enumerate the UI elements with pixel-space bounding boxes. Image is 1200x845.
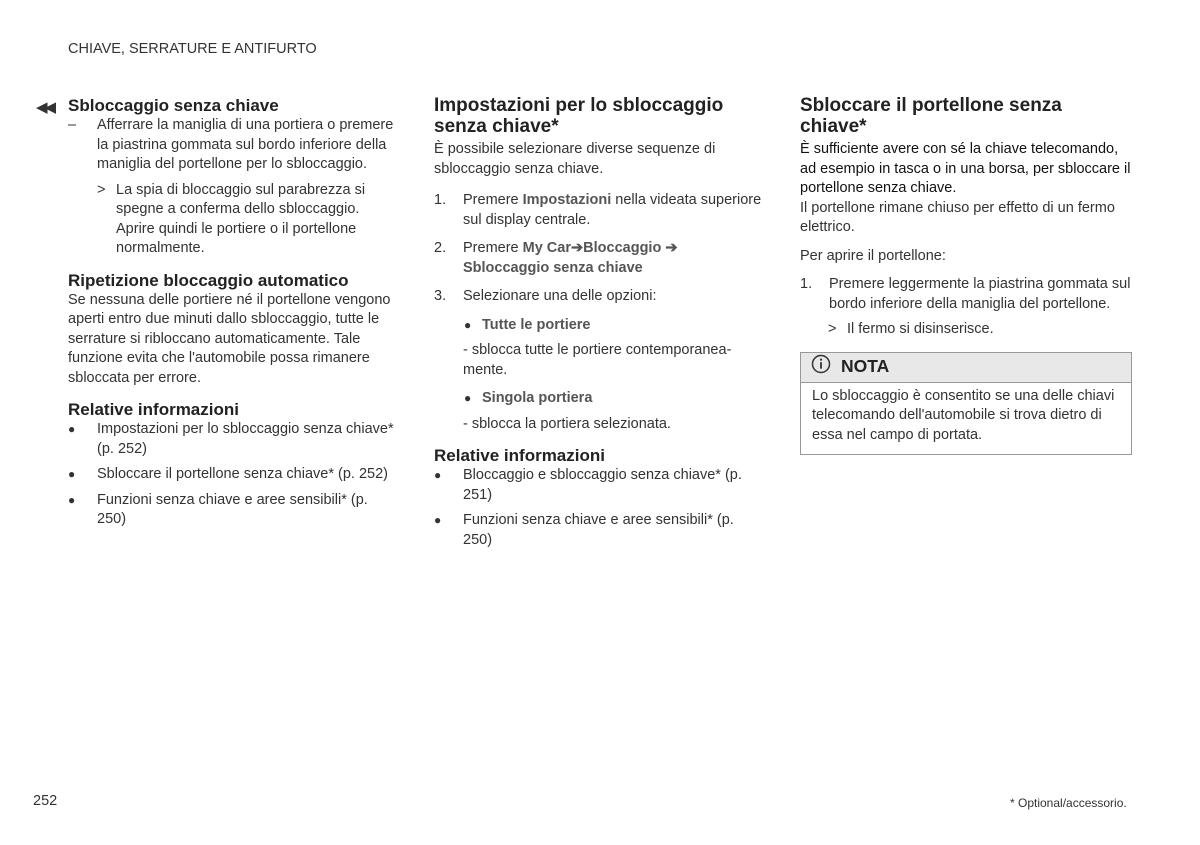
menu-locking: Bloccaggio [583, 240, 662, 256]
menu-settings: Impostazioni [522, 192, 612, 208]
tailgate-text: Il portellone rimane chiuso per effetto di un fermo elettrico. [800, 199, 1115, 235]
section-header: CHIAVE, SERRATURE E ANTIFURTO [68, 41, 317, 57]
menu-keyless-unlocking: Sbloccaggio senza chiave [463, 259, 643, 276]
bullet-icon: ● [68, 492, 76, 507]
menu-my-car: My Car [522, 240, 571, 256]
heading-related-info: Relative informazioni [68, 400, 239, 419]
related-link[interactable]: ● Sbloccare il portellone senza chiave* (p. 252) [68, 465, 396, 485]
option-single-door: Singola portiera [482, 390, 593, 406]
note-title: NOTA [841, 356, 890, 377]
step-number: 3. [434, 288, 447, 304]
note-header [801, 353, 1131, 383]
footnote: * Optional/accessorio. [1010, 796, 1127, 810]
back-arrow-icon[interactable]: ◀◀ [36, 99, 54, 116]
heading-related-info: Relative informazioni [434, 446, 605, 465]
bullet-icon: ● [434, 468, 442, 482]
note-box [800, 352, 1132, 456]
result-item: > Il fermo si disinserisce. [800, 320, 1132, 340]
option-description: - sblocca tutte le portiere contemporaneamente. [463, 342, 732, 378]
info-icon [811, 354, 831, 381]
heading-unlock-tailgate: Sbloccare il portellone senza chiave* [800, 95, 1062, 137]
option-all-doors: Tutte le portiere [482, 316, 591, 333]
arrow-right-icon: ➔ [571, 240, 584, 256]
heading-auto-relock: Ripetizione bloccaggio automatico [68, 270, 349, 290]
numbered-step: 3. Selezionare una delle opzioni: [434, 287, 764, 307]
step-number: 1. [434, 192, 447, 208]
column-keyless-settings [434, 95, 764, 550]
bullet-icon: ● [464, 317, 472, 332]
option-item [434, 389, 764, 409]
note-body: Lo sbloccaggio è consentito se una delle chiavi telecomando dell'automobile si trova dietro di essa nel campo di portata. [812, 387, 1115, 443]
step-number: 1. [800, 276, 813, 292]
column-keyless-unlocking [68, 95, 396, 530]
heading-keyless-settings: Impostazioni per lo sbloccaggio senza chiave* [434, 95, 724, 137]
bullet-icon: ● [68, 422, 76, 436]
open-tailgate-label: Per aprire il portellone: [800, 247, 946, 264]
settings-intro: È possibile selezionare diverse sequenze di sbloccaggio senza chiave. [434, 141, 716, 177]
option-description: - sblocca la portiera selezionata. [463, 415, 671, 432]
numbered-step: 2. Premere My Car➔Bloccaggio ➔ Sbloccaggio senza chiave [434, 240, 678, 276]
page-number: 252 [33, 793, 58, 809]
bullet-icon: ● [68, 467, 76, 481]
step-item [68, 116, 396, 175]
result-item [68, 181, 396, 259]
option-item [434, 316, 764, 336]
result-marker: > [828, 321, 837, 337]
related-link[interactable]: ● Funzioni senza chiave e aree sensibili* (p. 250) [68, 491, 368, 527]
bullet-icon: ● [464, 391, 472, 405]
numbered-step: 1. Premere Impostazioni nella videata superiore sul display centrale. [434, 192, 762, 228]
step-marker: – [68, 117, 77, 133]
result-marker: > [97, 181, 106, 198]
result-text: La spia di bloccaggio sul parabrezza si spegne a conferma dello sbloccaggio. Aprire quindi le portiere o il portellone normalmente. [116, 181, 366, 256]
step-number: 2. [434, 240, 447, 256]
numbered-step: 1. Premere leggermente la piastrina gommata sul bordo inferiore della maniglia del portellone. [800, 276, 1131, 312]
heading-keyless-unlocking: Sbloccaggio senza chiave [68, 96, 279, 115]
related-link[interactable]: ● Impostazioni per lo sbloccaggio senza chiave* (p. 252) [68, 421, 394, 457]
related-link[interactable]: ● Funzioni senza chiave e aree sensibili* (p. 250) [434, 512, 734, 548]
auto-relock-text: Se nessuna delle portiere né il portellone vengono aperti entro due minuti dallo sbloccaggio, tutte le serrature si ribloccano automaticamente. Tale funzione evita che l'automobile possa rimanere sbloccata per errore. [68, 291, 391, 386]
arrow-right-icon: ➔ [665, 240, 678, 256]
column-unlock-tailgate [800, 95, 1132, 455]
related-link[interactable]: ● Bloccaggio e sbloccaggio senza chiave* (p. 251) [434, 467, 742, 503]
bullet-icon: ● [434, 513, 442, 527]
tailgate-intro: È sufficiente avere con sé la chiave telecomando, ad esempio in tasca o in una borsa, per sbloccare il portellone senza chiave. [800, 141, 1131, 196]
step-text: Afferrare la maniglia di una portiera o premere la piastrina gommata sul bordo inferiore della maniglia del portellone per lo sbloccaggio. [97, 117, 394, 172]
